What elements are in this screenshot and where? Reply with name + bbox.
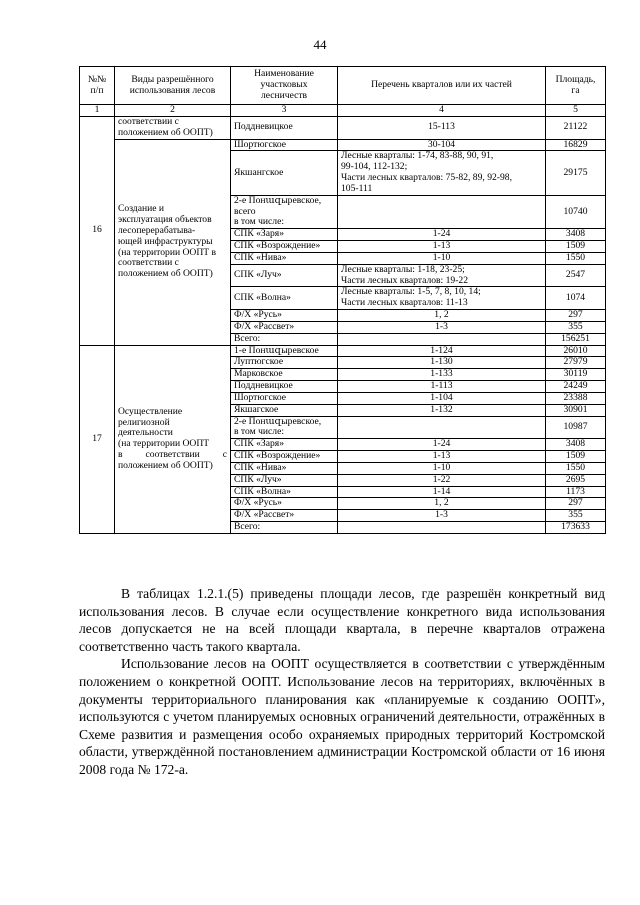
forestry-name-cell: 2-е Понազыревское, всего в том числе:: [231, 195, 338, 228]
column-number: 3: [231, 105, 338, 117]
row-number: 16: [80, 117, 115, 346]
quarters-cell: Лесные кварталы: 1-74, 83-88, 90, 91, 99-104, 112-132; Части лесных кварталов: 75-82, 89, 92-98, 105-111: [338, 151, 546, 195]
quarters-cell: 1-14: [338, 486, 546, 498]
forestry-name-cell: СПК «Возрождение»: [231, 451, 338, 463]
quarters-cell: 30-104: [338, 139, 546, 151]
area-cell: 1509: [546, 451, 606, 463]
forestry-name-cell: Луптюгское: [231, 357, 338, 369]
table-row: [80, 345, 606, 357]
quarters-cell: 1-13: [338, 451, 546, 463]
row-number: 17: [80, 345, 115, 533]
forestry-name-cell: Якшангское: [231, 151, 338, 195]
area-cell: 3408: [546, 439, 606, 451]
forestry-name-cell: СПК «Луч»: [231, 264, 338, 287]
quarters-cell: 1, 2: [338, 310, 546, 322]
area-cell: 1509: [546, 241, 606, 253]
quarters-cell: 1-133: [338, 369, 546, 381]
forestry-name-cell: СПК «Заря»: [231, 229, 338, 241]
header-area: Площадь, га: [546, 67, 606, 105]
column-number-row: [80, 105, 606, 117]
area-cell: 24249: [546, 381, 606, 393]
area-cell: 1550: [546, 462, 606, 474]
quarters-cell: 1-104: [338, 392, 546, 404]
header-num: №№ п/п: [80, 67, 115, 105]
area-cell: 10740: [546, 195, 606, 228]
column-number: 1: [80, 105, 115, 117]
header-forestry: Наименование участковых лесничеств: [231, 67, 338, 105]
forestry-name-cell: Ф/Х «Русь»: [231, 310, 338, 322]
area-cell: 1173: [546, 486, 606, 498]
area-cell: 1074: [546, 287, 606, 310]
area-cell: 21122: [546, 117, 606, 140]
paragraph: В таблицах 1.2.1.(5) приведены площади лесов, где разрешён конкретный вид использования лесов. В случае если осуществление конкретного вида использования лесов допускается не на всей площади квартала, в перечне кварталов отражена соответственно часть такого квартала.: [79, 586, 605, 654]
area-cell: 1550: [546, 252, 606, 264]
forestry-name-cell: СПК «Нива»: [231, 252, 338, 264]
quarters-cell: 1, 2: [338, 498, 546, 510]
forestry-name-cell: СПК «Заря»: [231, 439, 338, 451]
forestry-name-cell: Шортюгское: [231, 139, 338, 151]
quarters-cell: 1-22: [338, 474, 546, 486]
quarters-cell: 15-113: [338, 117, 546, 140]
forestry-name-cell: СПК «Нива»: [231, 462, 338, 474]
column-number: 2: [115, 105, 231, 117]
table-row: [80, 139, 606, 151]
table-header-row: [80, 67, 606, 105]
area-cell: 30119: [546, 369, 606, 381]
forestry-name-cell: Поддневицкое: [231, 381, 338, 393]
quarters-cell: 1-10: [338, 252, 546, 264]
quarters-cell: 1-113: [338, 381, 546, 393]
quarters-cell: 1-124: [338, 345, 546, 357]
area-cell: 29175: [546, 151, 606, 195]
quarters-cell: [338, 416, 546, 439]
forestry-name-cell: СПК «Волна»: [231, 287, 338, 310]
total-label-cell: Всего:: [231, 521, 338, 533]
total-area-cell: 173633: [546, 521, 606, 533]
use-type-cell: соответствии с положением об ООПТ): [115, 117, 231, 140]
quarters-cell: [338, 195, 546, 228]
use-type-cell: [115, 345, 231, 533]
forestry-name-cell: 2-е Понազыревское, в том числе:: [231, 416, 338, 439]
forestry-name-cell: СПК «Волна»: [231, 486, 338, 498]
use-type-text: в соответствии с: [118, 449, 227, 461]
area-cell: 3408: [546, 229, 606, 241]
area-cell: 297: [546, 498, 606, 510]
area-cell: 16829: [546, 139, 606, 151]
forestry-name-cell: СПК «Возрождение»: [231, 241, 338, 253]
total-area-cell: 156251: [546, 333, 606, 345]
quarters-cell: 1-3: [338, 321, 546, 333]
area-cell: 2695: [546, 474, 606, 486]
quarters-cell: Лесные кварталы: 1-18, 23-25; Части лесных кварталов: 19-22: [338, 264, 546, 287]
total-label-cell: Всего:: [231, 333, 338, 345]
body-text: [79, 585, 605, 779]
header-use-type: Виды разрешённого использования лесов: [115, 67, 231, 105]
table-row: [80, 117, 606, 140]
use-type-text: Осуществление религиозной деятельности (на территории ООПТ: [118, 405, 210, 450]
area-cell: 2547: [546, 264, 606, 287]
header-quarters: Перечень кварталов или их частей: [338, 67, 546, 105]
forestry-name-cell: 1-е Понազыревское: [231, 345, 338, 357]
area-cell: 10987: [546, 416, 606, 439]
quarters-cell: Лесные кварталы: 1-5, 7, 8, 10, 14; Части лесных кварталов: 11-13: [338, 287, 546, 310]
forestry-name-cell: Марковское: [231, 369, 338, 381]
quarters-cell: [338, 521, 546, 533]
page-number: 44: [313, 37, 327, 52]
paragraph: Использование лесов на ООПТ осуществляется в соответствии с утверждённым положением о конкретной ООПТ. Использование лесов на территориях, включённых в документы территориального планирования как «планируемые к созданию ООПТ», используются с учетом планируемых основных ограничений деятельности, отражённых в Схеме развития и размещения особо охраняемых природных территорий Костромской области, утверждённой постановлением администрации Костромской области от 16 июня 2008 года № 172-а.: [79, 656, 605, 777]
quarters-cell: 1-3: [338, 510, 546, 522]
area-cell: 355: [546, 510, 606, 522]
quarters-cell: 1-13: [338, 241, 546, 253]
quarters-cell: 1-24: [338, 229, 546, 241]
column-number: 4: [338, 105, 546, 117]
area-cell: 23388: [546, 392, 606, 404]
quarters-cell: 1-132: [338, 404, 546, 416]
area-cell: 355: [546, 321, 606, 333]
quarters-cell: 1-24: [338, 439, 546, 451]
area-cell: 30901: [546, 404, 606, 416]
quarters-cell: [338, 333, 546, 345]
forest-use-table: [79, 66, 606, 534]
forestry-name-cell: Якшагское: [231, 404, 338, 416]
area-cell: 27979: [546, 357, 606, 369]
quarters-cell: 1-10: [338, 462, 546, 474]
forestry-name-cell: Ф/Х «Русь»: [231, 498, 338, 510]
area-cell: 297: [546, 310, 606, 322]
forestry-name-cell: Ф/Х «Рассвет»: [231, 510, 338, 522]
area-cell: 26010: [546, 345, 606, 357]
forestry-name-cell: Ф/Х «Рассвет»: [231, 321, 338, 333]
quarters-cell: 1-130: [338, 357, 546, 369]
column-number: 5: [546, 105, 606, 117]
use-type-cell: Создание и эксплуатация объектов лесоперерабатыва- ющей инфраструктуры (на территории ООПТ в соответствии с положением об ООПТ): [115, 139, 231, 345]
forestry-name-cell: Шортюгское: [231, 392, 338, 404]
forestry-name-cell: СПК «Луч»: [231, 474, 338, 486]
forestry-name-cell: Поддневицкое: [231, 117, 338, 140]
use-type-text: положением об ООПТ): [118, 459, 213, 471]
